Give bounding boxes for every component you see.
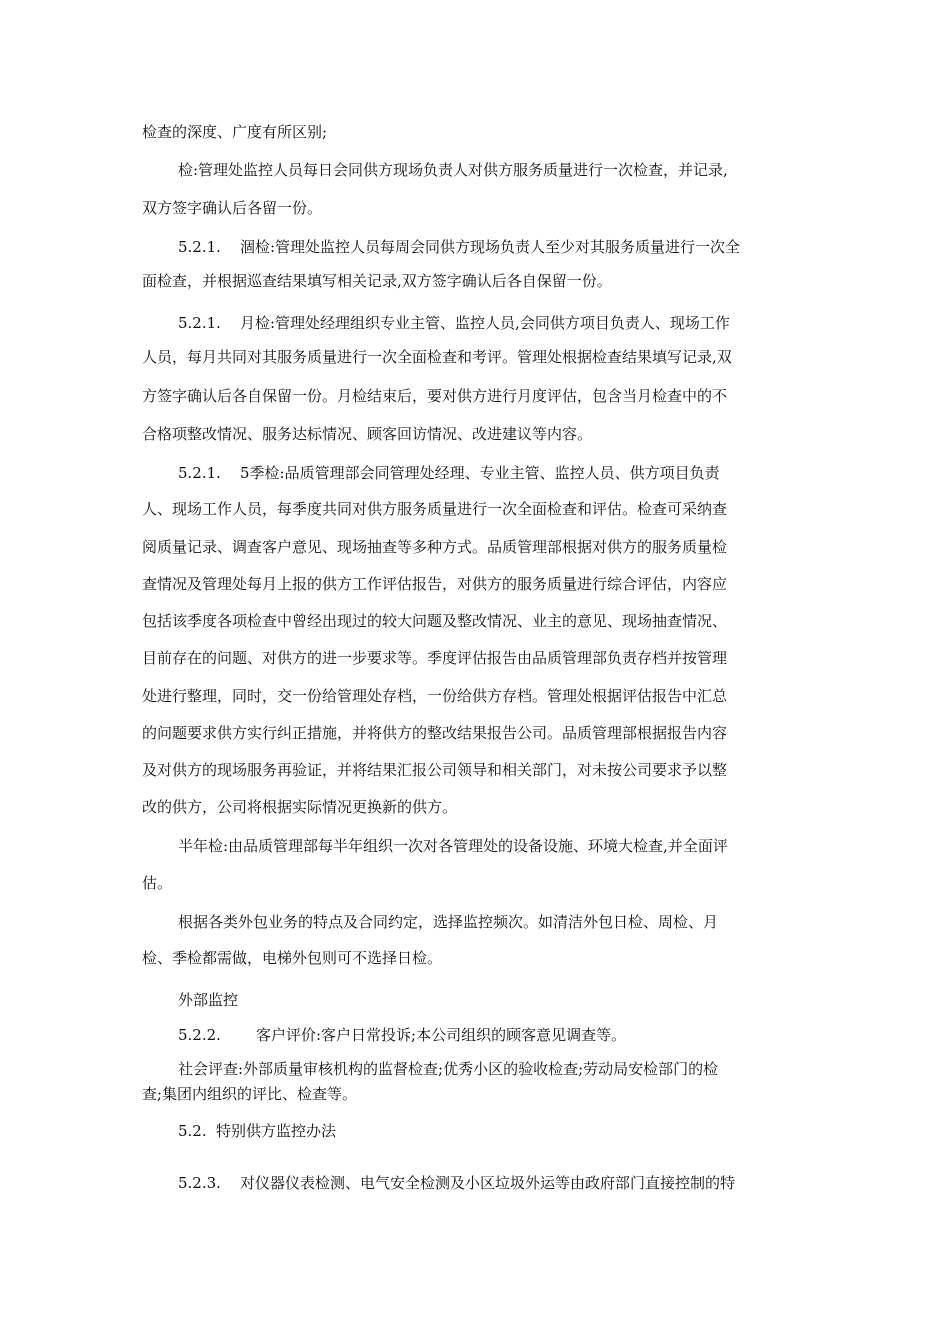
text-line-23: 检、季检都需做，电梯外包则可不选择日检。 [142, 949, 443, 967]
section-heading: 特别供方监控办法 [216, 1122, 337, 1140]
text-line-9: 合格项整改情况、服务达标情况、顾客回访情况、改进建议等内容。 [142, 425, 593, 443]
text-line-22: 根据各类外包业务的特点及合同约定，选择监控频次。如清洁外包日检、周检、月 [178, 913, 719, 931]
section-number: 5.2. [178, 1122, 207, 1140]
text-line-4: 涸检:管理处监控人员每周会同供方现场负责人至少对其服务质量进行一次全 [240, 238, 741, 256]
section-number: 5.2.3. [178, 1174, 221, 1192]
text-line-13: 查情况及管理处每月上报的供方工作评估报告，对供方的服务质量进行综合评估，内容应 [142, 575, 728, 593]
text-line-10: 5季检:品质管理部会同管理处经理、专业主管、监控人员、供方项目负责 [240, 464, 720, 482]
subheading-external-monitoring: 外部监控 [178, 991, 239, 1009]
text-line-19: 改的供方，公司将根据实际情况更换新的供方。 [142, 798, 458, 816]
text-line-21: 估。 [142, 874, 173, 892]
text-line-18: 及对供方的现场服务再验证，并将结果汇报公司领导和相关部门，对未按公司要求予以整 [142, 761, 728, 779]
text-line-24: 客户评价:客户日常投诉;本公司组织的顾客意见调查等。 [256, 1026, 627, 1044]
text-line-1: 检查的深度、广度有所区别; [142, 123, 328, 141]
text-line-14: 包括该季度各项检查中曾经出现过的较大问题及整改情况、业主的意见、现场抽查情况、 [142, 612, 728, 630]
text-line-17: 的问题要求供方实行纠正措施，并将供方的整改结果报告公司。品质管理部根据报告内容 [142, 724, 728, 742]
text-line-16: 处进行整理，同时，交一份给管理处存档，一份给供方存档。管理处根据评估报告中汇总 [142, 687, 728, 705]
text-line-25: 社会评查:外部质量审核机构的监督检查;优秀小区的验收检查;劳动局安检部门的检 [178, 1060, 719, 1078]
section-number: 5.2.1. [178, 314, 221, 332]
text-line-12: 阅质量记录、调查客户意见、现场抽查等多种方式。品质管理部根据对供方的服务质量检 [142, 538, 728, 556]
section-number: 5.2.1. [178, 238, 221, 256]
text-line-27: 对仪器仪表检测、电气安全检测及小区垃圾外运等由政府部门直接控制的特 [240, 1174, 736, 1192]
text-line-15: 目前存在的问题、对供方的进一步要求等。季度评估报告由品质管理部负责存档并按管理 [142, 649, 728, 667]
text-line-20: 半年检:由品质管理部每半年组织一次对各管理处的设备设施、环境大检查,并全面评 [178, 837, 728, 855]
text-line-3: 双方签字确认后各留一份。 [142, 199, 323, 217]
text-line-8: 方签字确认后各自保留一份。月检结束后，要对供方进行月度评估，包含当月检查中的不 [142, 387, 728, 405]
text-line-5: 面检查，并根据巡查结果填写相关记录,双方签字确认后各自保留一份。 [142, 272, 612, 290]
text-line-26: 查;集团内组织的评比、检查等。 [142, 1085, 358, 1103]
section-number: 5.2.2. [178, 1026, 221, 1044]
text-line-6: 月检:管理处经理组织专业主管、监控人员,会同供方项目负责人、现场工作 [240, 314, 730, 332]
section-number: 5.2.1. [178, 464, 221, 482]
text-line-7: 人员，每月共同对其服务质量进行一次全面检查和考评。管理处根据检查结果填写记录,双 [142, 348, 732, 366]
text-line-2: 检:管理处监控人员每日会同供方现场负责人对供方服务质量进行一次检查，并记录, [178, 161, 728, 179]
text-line-11: 人、现场工作人员，每季度共同对供方服务质量进行一次全面检查和评估。检查可采纳查 [142, 500, 728, 518]
